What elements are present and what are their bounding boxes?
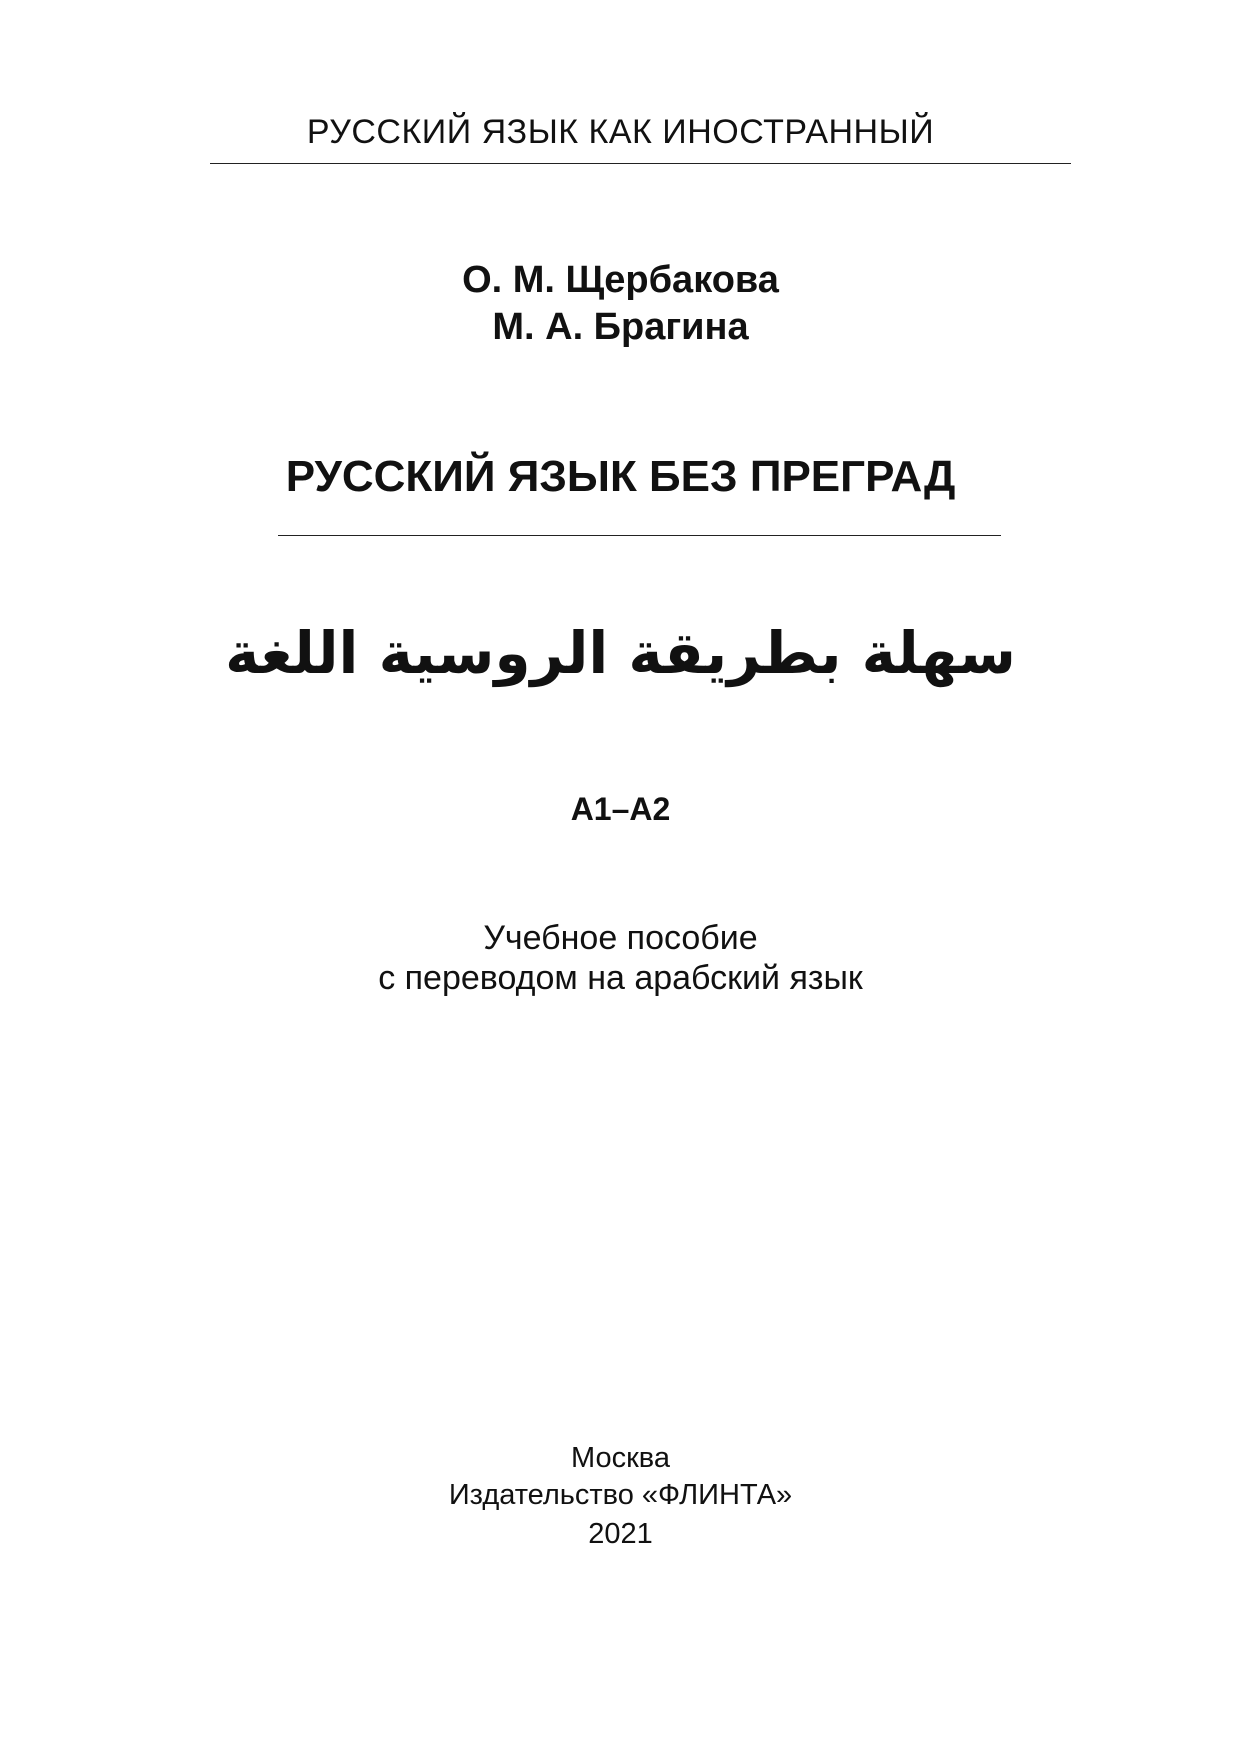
subtitle-line-2: с переводом на арабский язык (378, 959, 863, 997)
title-divider (278, 535, 1001, 536)
author-1: О. М. Щербакова (462, 259, 779, 301)
imprint-publisher: Издательство «ФЛИНТА» (448, 1479, 793, 1511)
subtitle-line-1: Учебное пособие (483, 919, 758, 957)
author-2: М. А. Брагина (492, 306, 749, 348)
imprint-year: 2021 (588, 1518, 653, 1550)
top-divider (210, 163, 1071, 164)
book-title: РУССКИЙ ЯЗЫК БЕЗ ПРЕГРАД (285, 452, 956, 501)
level-label: А1–А2 (570, 791, 671, 827)
imprint-city: Москва (570, 1442, 670, 1474)
series-heading: РУССКИЙ ЯЗЫК КАК ИНОСТРАННЫЙ (306, 113, 935, 151)
arabic-title: سهلة بطريقة الروسية اللغة (225, 619, 1016, 687)
